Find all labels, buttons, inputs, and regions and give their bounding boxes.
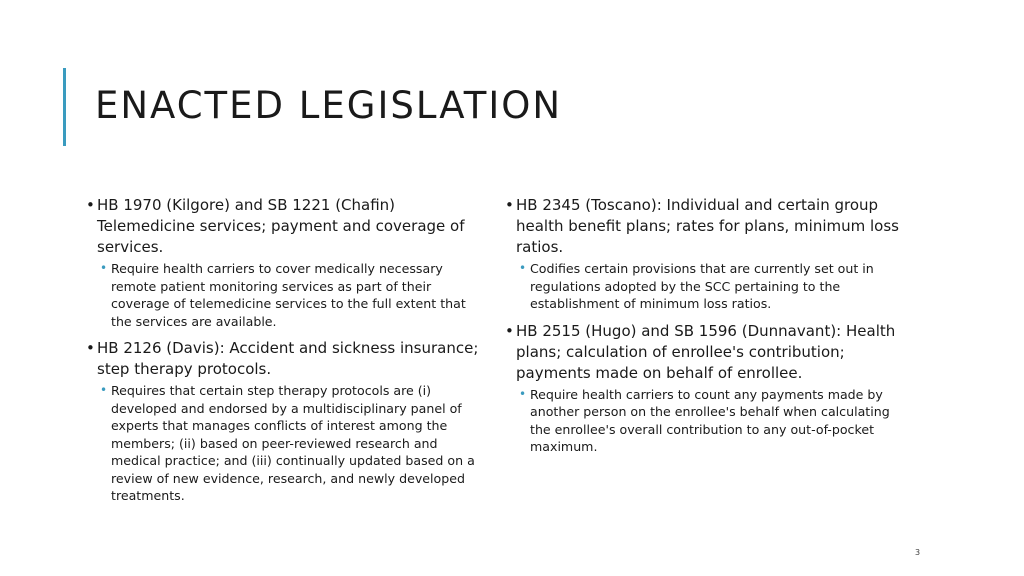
bullet-icon: • [505, 196, 514, 214]
legislation-detail-text: Codifies certain provisions that are currently set out in regulations adopted by the SCC pertaining to the establishment of minimum loss ratios. [530, 261, 874, 311]
legislation-detail [519, 386, 900, 456]
bullet-icon: • [505, 321, 514, 340]
left-column [86, 195, 481, 513]
page-number: 3 [915, 548, 921, 557]
sub-bullet-icon: • [100, 383, 108, 397]
bullet-icon: • [86, 196, 95, 214]
legislation-item [505, 195, 900, 313]
legislation-detail-text: Requires that certain step therapy protocols are (i) developed and endorsed by a multidisciplinary panel of experts that manages conflicts of interest among the members; (ii) based on peer-reviewed research and medical practice; and (iii) continually updated based on a review of new evidence, research, and newly developed treatments. [111, 383, 475, 503]
legislation-heading [86, 195, 481, 258]
legislation-detail [100, 382, 481, 505]
legislation-detail [519, 260, 900, 313]
legislation-heading [505, 195, 900, 258]
sub-bullet-icon: • [100, 261, 108, 275]
legislation-item [86, 338, 481, 505]
title-accent-bar [63, 68, 66, 146]
legislation-heading [86, 338, 481, 380]
legislation-detail-text: Require health carriers to count any payments made by another person on the enrollee's behalf when calculating the enrollee's overall contribution to any out-of-pocket maximum. [530, 386, 890, 454]
sub-bullet-icon: • [519, 261, 527, 275]
sub-bullet-icon: • [519, 386, 527, 401]
legislation-heading-text: HB 1970 (Kilgore) and SB 1221 (Chafin) Telemedicine services; payment and coverage of services. [97, 196, 465, 256]
legislation-heading [505, 321, 900, 384]
legislation-detail [100, 260, 481, 330]
slide-title: ENACTED LEGISLATION [95, 84, 563, 127]
legislation-item [86, 195, 481, 330]
right-column [505, 195, 900, 464]
legislation-detail-text: Require health carriers to cover medically necessary remote patient monitoring services as part of their coverage of telemedicine services to the full extent that the services are available. [111, 261, 466, 329]
bullet-icon: • [86, 339, 95, 357]
legislation-heading-text: HB 2515 (Hugo) and SB 1596 (Dunnavant): Health plans; calculation of enrollee's contribution; payments made on behalf of enrollee. [516, 321, 896, 382]
legislation-heading-text: HB 2126 (Davis): Accident and sickness insurance; step therapy protocols. [97, 339, 479, 378]
legislation-heading-text: HB 2345 (Toscano): Individual and certain group health benefit plans; rates for plans, minimum loss ratios. [516, 196, 899, 256]
legislation-item [505, 321, 900, 456]
